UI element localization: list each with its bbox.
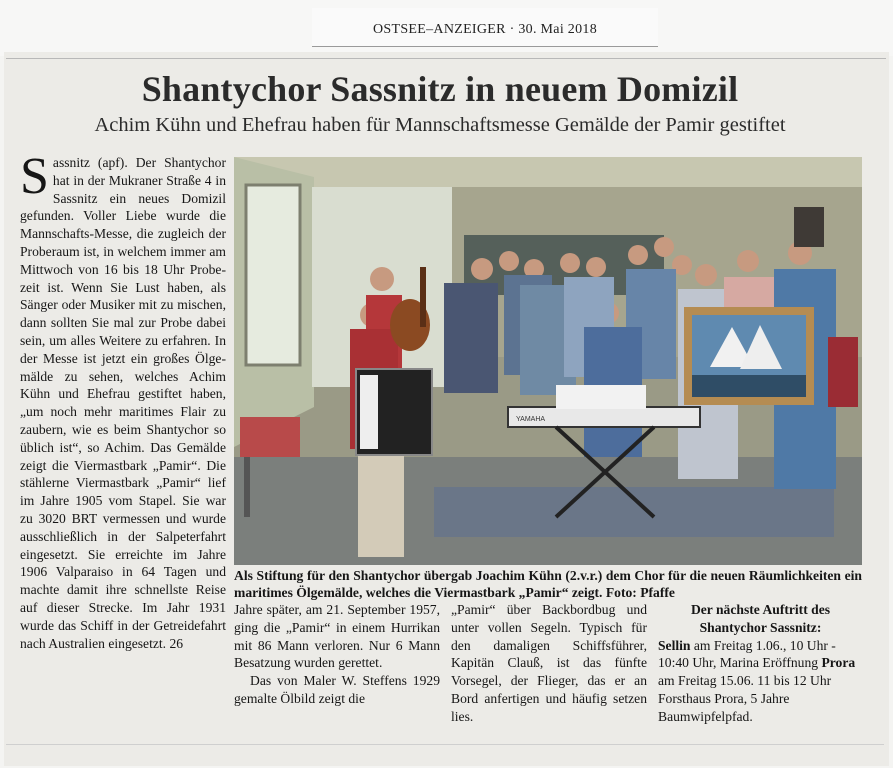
venue-prora: Prora [821,655,856,671]
article-headline: Shantychor Sassnitz in neuem Domizil [141,69,739,109]
column-1-text: assnitz (apf). Der Shantychor hat in der Mukraner Straße 4 in Sassnitz ein neues Domizil gefunden. Voller Liebe wurde die Mannschafts-Messe, die zugleich der Proberaum ist, in welchem immer am Mittwoch von 16 bis 18 Uhr Probezeit ist. Wenn Sie Lust haben, als Sänger oder Musiker mit zu mischen, dann sollten Sie mal zur Probe dabei sein, um alles Weitere zu erfahren. In der Messe ist jetzt ein großes Ölgemälde zu sehen, welches Achim Kühn und Ehefrau gestiftet haben, „um noch mehr maritimes Flair zu zaubern, wie es beim Shantychor so üblich ist“, so Achim. Das Gemälde zeigt die Viermastbark „Pamir“. Die stählerne Viermastbark „Pamir“ lief im Jahre 1905 vom Stapel. Sie war zu 3020 BRT vermessen und wurde ausschließlich in der Salpeterfahrt eingesetzt. Sie erreichte im Jahre 1906 Valparaiso in 64 Tagen und machte damit ihre schnellste Reise auf dieser Strecke. Im Jahr 1931 wurde das Schiff in der Getreidefahrt nach Australien eingesetzt. 26 [20,155,226,651]
photo-caption: Als Stiftung für den Shantychor übergab Joachim Kühn (2.v.r.) dem Chor für die neuen Räumlichkeiten ein maritimes Ölgemälde, welches die Viermastbark „Pamir“ zeigt. Foto: Pfaffe [234,568,862,600]
venue-sellin: Sellin [658,637,691,653]
clipping-bottom-rule [6,744,884,745]
newspaper-header-text: OSTSEE–ANZEIGER · 30. Mai 2018 [372,22,598,37]
newspaper-header [312,8,658,47]
column-2-paragraph-2: Das von Maler W. Steffens 1929 gemalte Ölbild zeigt die [234,673,440,706]
article-subheadline: Achim Kühn und Ehefrau haben für Mannschaftsmesse Gemälde der Pamir gestiftet [94,114,786,136]
choir-photo-illustration [234,157,862,565]
column-2-paragraph-1: Jahre später, am 21. September 1957, ging die „Pamir“ in einem Hurrikan mit 86 Mann verloren. Nur 6 Mann Besatzung wurden gerettet. [234,602,440,671]
drop-cap: S [20,148,49,205]
article-column-1 [20,148,226,652]
article-column-4 [658,601,863,726]
keyboard-brand-label: YAMAHA [516,416,546,423]
article-column-3 [451,601,647,726]
performance-details-2: am Freitag 15.06. 11 bis 12 Uhr Forsthaus Prora, 5 Jahre Baumwipfelpfad. [658,673,832,724]
performance-details-1: am Freitag 1.06., 10 Uhr - 10:40 Uhr, Marina Eröffnung [658,637,836,671]
article-column-2 [234,601,440,708]
column-3-text: „Pamir“ über Backbordbug und unter vollen Segeln. Typisch für den damaligen Schiffsführer, Kapitän Clauß, ist das fünfte Vorsegel, der Flieger, das er an Bord anfertigen und häufig setzen lies. [451,602,647,724]
article-photo [234,157,862,565]
clipping-top-rule [6,58,886,59]
next-performance-heading: Der nächste Auftritt des Shantychor Sassnitz: [690,602,831,635]
